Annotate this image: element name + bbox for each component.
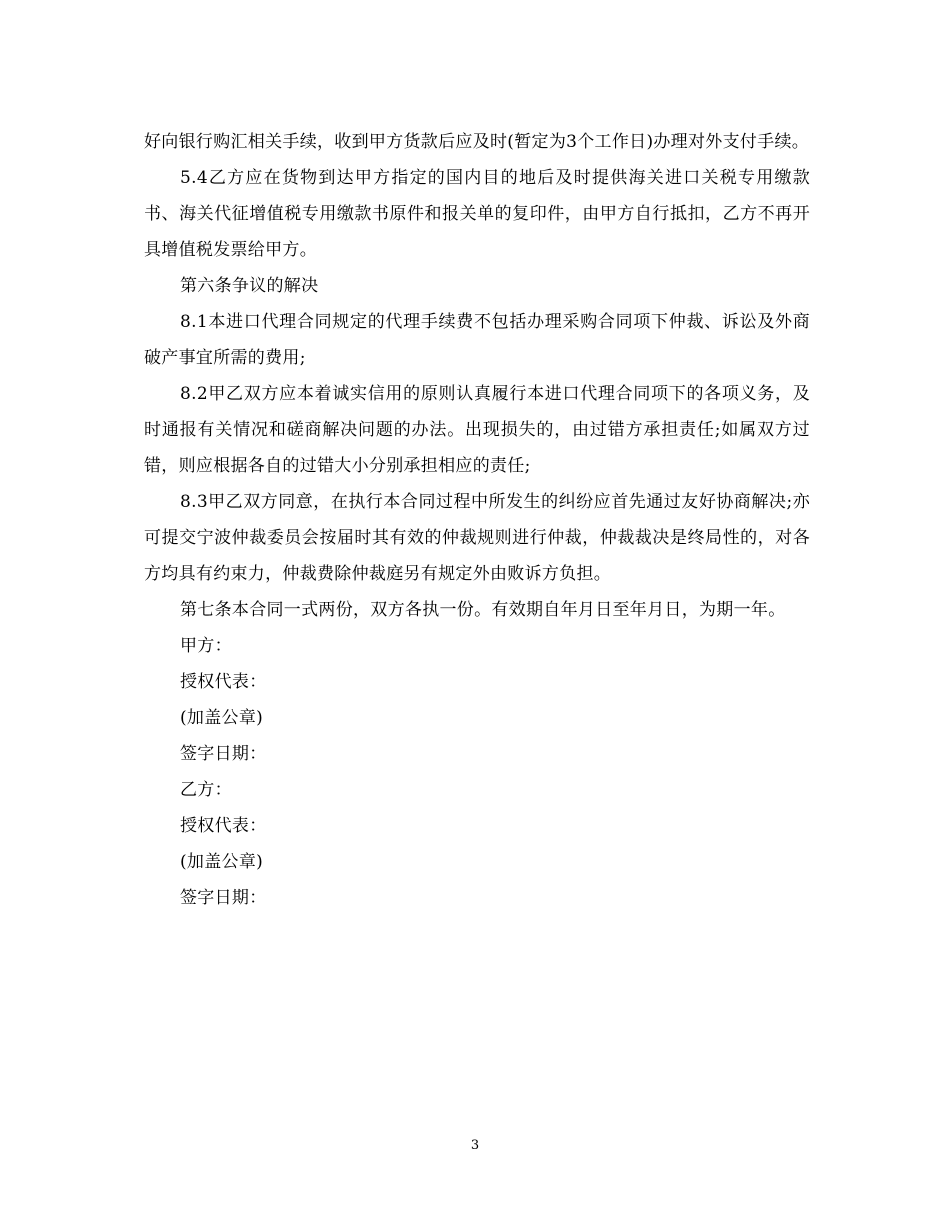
party-a-seal: (加盖公章) [180, 708, 264, 728]
party-b-sign-date: 签字日期： [180, 888, 267, 908]
paragraph-continuation: 好向银行购汇相关手续，收到甲方货款后应及时(暂定为3个工作日)办理对外支付手续。 [144, 132, 810, 152]
page-number: 3 [470, 1138, 480, 1153]
paragraph-article-7: 第七条本合同一式两份，双方各执一份。有效期自年月日至年月日，为期一年。 [180, 600, 786, 620]
party-a-label: 甲方： [180, 636, 232, 656]
party-a-representative: 授权代表： [180, 672, 267, 692]
party-a-sign-date: 签字日期： [180, 744, 267, 764]
paragraph-clause-8-2: 8.2甲乙双方应本着诚实信用的原则认真履行本进口代理合同项下的各项义务，及时通报有关情况和磋商解决问题的办法。出现损失的，由过错方承担责任;如属双方过错，则应根据各自的过错大小分别承担相应的责任; [144, 384, 810, 476]
paragraph-clause-5-4: 5.4乙方应在货物到达甲方指定的国内目的地后及时提供海关进口关税专用缴款书、海关代征增值税专用缴款书原件和报关单的复印件，由甲方自行抵扣，乙方不再开具增值税发票给甲方。 [144, 168, 810, 260]
party-b-label: 乙方： [180, 780, 232, 800]
paragraph-clause-8-3: 8.3甲乙双方同意，在执行本合同过程中所发生的纠纷应首先通过友好协商解决;亦可提交宁波仲裁委员会按届时其有效的仲裁规则进行仲裁，仲裁裁决是终局性的，对各方均具有约束力，仲裁费除仲裁庭另有规定外由败诉方负担。 [144, 492, 810, 584]
paragraph-clause-8-1: 8.1本进口代理合同规定的代理手续费不包括办理采购合同项下仲裁、诉讼及外商破产事宜所需的费用; [144, 312, 810, 368]
party-b-seal: (加盖公章) [180, 852, 264, 872]
section-heading-article-6: 第六条争议的解决 [180, 276, 319, 296]
document-body [144, 124, 810, 916]
party-b-representative: 授权代表： [180, 816, 267, 836]
